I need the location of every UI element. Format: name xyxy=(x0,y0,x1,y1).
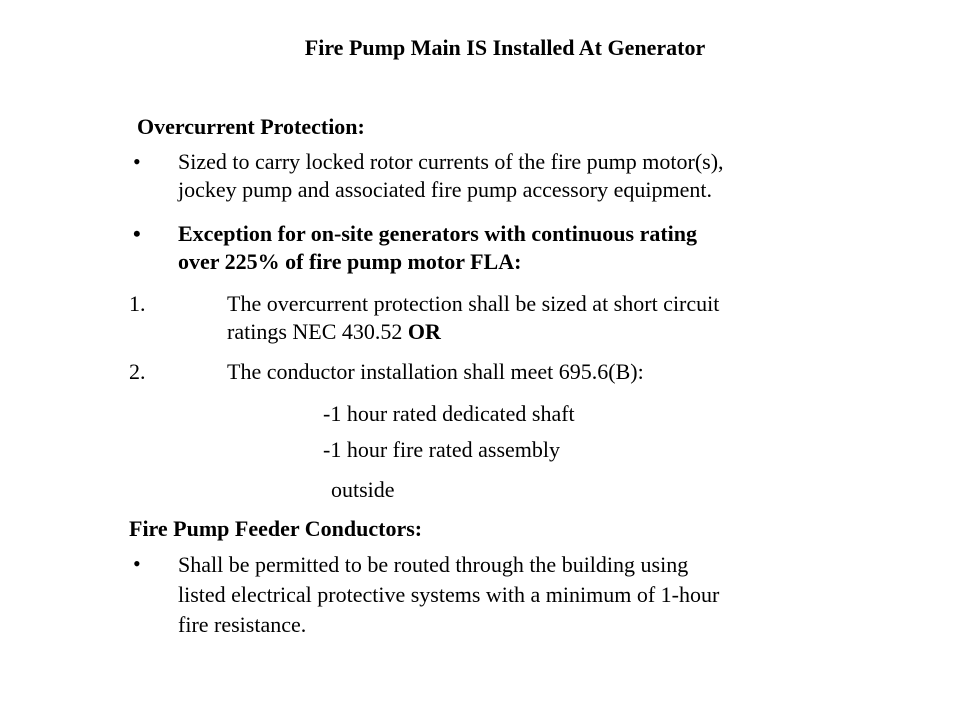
sub-item-fire-rated-assembly: -1 hour fire rated assembly xyxy=(323,437,561,462)
numbered-item-2 xyxy=(129,358,849,388)
numbered-text xyxy=(227,358,644,386)
bullet-text-line: jockey pump and associated fire pump accessory equipment. xyxy=(178,177,712,202)
numbered-text-line: The conductor installation shall meet 695.6(B): xyxy=(227,359,644,384)
numbered-text-line: The overcurrent protection shall be sized at short circuit xyxy=(227,291,720,316)
bullet-item-locked-rotor xyxy=(133,148,853,208)
bullet-item-exception xyxy=(133,220,853,280)
bullet-text-line: fire resistance. xyxy=(178,612,307,637)
bullet-text-line: Shall be permitted to be routed through the building using xyxy=(178,552,689,577)
bullet-text xyxy=(178,220,697,276)
bullet-text-line: Exception for on-site generators with continuous rating xyxy=(178,221,698,246)
bullet-text-line: over 225% of fire pump motor FLA: xyxy=(178,249,522,274)
numbered-text-line xyxy=(227,318,719,346)
bullet-item-routing xyxy=(133,550,853,640)
overcurrent-protection-heading: Overcurrent Protection: xyxy=(137,114,365,139)
number-marker: 1. xyxy=(129,291,146,316)
numbered-item-1 xyxy=(129,290,849,350)
numbered-text xyxy=(227,290,719,346)
number-marker: 2. xyxy=(129,359,146,384)
bullet-text-line: Sized to carry locked rotor currents of the fire pump motor(s), xyxy=(178,149,724,174)
sub-item-outside: outside xyxy=(331,477,395,502)
bullet-text-line: listed electrical protective systems with a minimum of 1-hour xyxy=(178,582,720,607)
sub-item-dedicated-shaft: -1 hour rated dedicated shaft xyxy=(323,401,575,426)
feeder-conductors-heading: Fire Pump Feeder Conductors: xyxy=(129,516,423,541)
numbered-text-bold-or: OR xyxy=(407,319,441,344)
bullet-marker: • xyxy=(133,221,141,246)
bullet-text xyxy=(178,550,719,640)
slide-title: Fire Pump Main IS Installed At Generator xyxy=(304,35,706,60)
bullet-marker: • xyxy=(133,149,141,174)
bullet-marker: • xyxy=(133,551,141,576)
numbered-text-plain: ratings NEC 430.52 xyxy=(227,319,408,344)
bullet-text xyxy=(178,148,724,204)
